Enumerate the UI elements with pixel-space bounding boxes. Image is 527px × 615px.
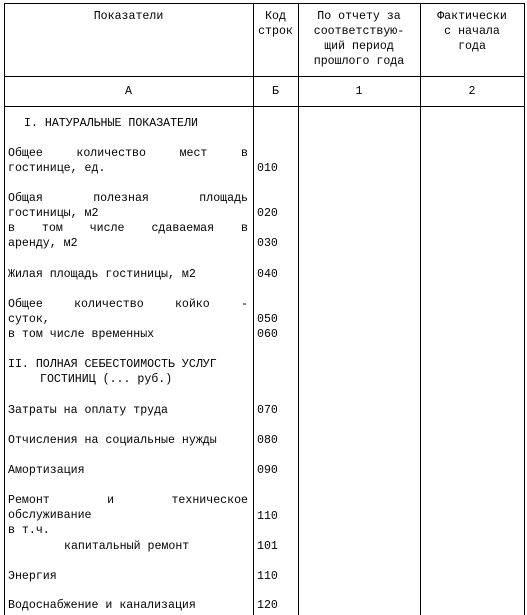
- row-020-code: 020: [257, 207, 278, 220]
- row-060-code: 060: [257, 328, 278, 341]
- row-020-word1: Общая: [8, 192, 43, 205]
- row-030-line1: [8, 221, 248, 236]
- index-b: Б: [272, 85, 279, 98]
- header-actual-line1: Фактически: [437, 10, 507, 23]
- section-2-title-line2: ГОСТИНИЦ (... руб.): [40, 373, 173, 386]
- row-020-line2: гостиницы, м2: [8, 207, 99, 220]
- index-1: 1: [355, 85, 363, 98]
- row-110a-line1: [8, 493, 248, 508]
- row-090-text: Амортизация: [8, 464, 85, 477]
- border-top: [4, 3, 525, 4]
- header-prev-line3: щий период: [324, 40, 394, 53]
- header-indicators: Показатели: [93, 10, 164, 23]
- row-040-text: Жилая площадь гостиницы, м2: [8, 268, 196, 281]
- row-020-word2: полезная: [93, 192, 149, 205]
- row-110a-code: 110: [257, 510, 278, 523]
- row-010-line1: [8, 146, 248, 161]
- header-prev-line4: прошлого года: [313, 55, 405, 68]
- row-020-line1: [8, 191, 248, 206]
- row-110a-word1: Ремонт: [8, 494, 50, 507]
- header-actual-line2: с начала: [444, 25, 500, 38]
- row-050-line2: суток,: [8, 313, 50, 326]
- index-2: 2: [468, 85, 476, 98]
- header-prev-line2: соответствую-: [313, 25, 405, 38]
- row-050-line1: [8, 297, 248, 312]
- row-040-code: 040: [257, 268, 278, 281]
- header-code-line1: Код: [265, 10, 286, 23]
- row-080-code: 080: [257, 434, 278, 447]
- row-010-line2: гостинице, ед.: [8, 162, 106, 175]
- row-010-word1: Общее: [8, 147, 43, 160]
- header-bottom-line: [4, 76, 525, 77]
- row-090-code: 090: [257, 464, 278, 477]
- section-1-title: I. НАТУРАЛЬНЫЕ ПОКАЗАТЕЛИ: [24, 117, 198, 130]
- row-070-code: 070: [257, 404, 278, 417]
- header-actual-line3: года: [458, 40, 486, 53]
- section-2-title-line1: II. ПОЛНАЯ СЕБЕСТОИМОСТЬ УСЛУГ: [8, 358, 217, 371]
- row-030-word4: сдаваемая: [151, 222, 215, 235]
- row-110a-word3: техническое: [171, 494, 248, 507]
- row-050-code: 050: [257, 313, 278, 326]
- row-020-word3: площадь: [199, 192, 248, 205]
- row-101-code: 101: [257, 540, 278, 553]
- row-120-text: Водоснабжение и канализация: [8, 599, 196, 612]
- row-030-word2: том: [41, 222, 63, 235]
- row-110a-line2: обслуживание: [8, 509, 92, 522]
- row-030-word3: числе: [89, 222, 125, 235]
- row-070-text: Затраты на оплату труда: [8, 404, 169, 417]
- row-050-word4: -: [241, 298, 248, 311]
- header-prev-line1: По отчету за: [317, 10, 401, 23]
- row-110a-word2: и: [107, 494, 115, 507]
- row-101-text: капитальный ремонт: [64, 540, 190, 553]
- row-110b-text: Энергия: [8, 570, 57, 583]
- row-010-word3: мест: [179, 147, 208, 160]
- row-030-word1: в: [8, 222, 15, 235]
- row-110a-line3: в т.ч.: [8, 524, 50, 537]
- row-050-word2: количество: [74, 298, 144, 311]
- row-010-word4: в: [241, 147, 248, 160]
- index-row-bottom-line: [4, 106, 525, 107]
- row-060-text: в том числе временных: [8, 328, 155, 341]
- header-code-line2: строк: [258, 25, 293, 38]
- row-080-text: Отчисления на социальные нужды: [8, 434, 217, 447]
- row-120-code: 120: [257, 599, 278, 612]
- row-110b-code: 110: [257, 570, 278, 583]
- index-a: А: [125, 85, 132, 98]
- row-010-word2: количество: [76, 147, 146, 160]
- row-030-line2: аренду, м2: [8, 237, 78, 250]
- row-030-code: 030: [257, 237, 278, 250]
- row-050-word1: Общее: [8, 298, 43, 311]
- row-030-word5: в: [241, 222, 248, 235]
- row-050-word3: койко: [174, 298, 210, 311]
- border-right: [524, 3, 525, 615]
- row-010-code: 010: [257, 162, 278, 175]
